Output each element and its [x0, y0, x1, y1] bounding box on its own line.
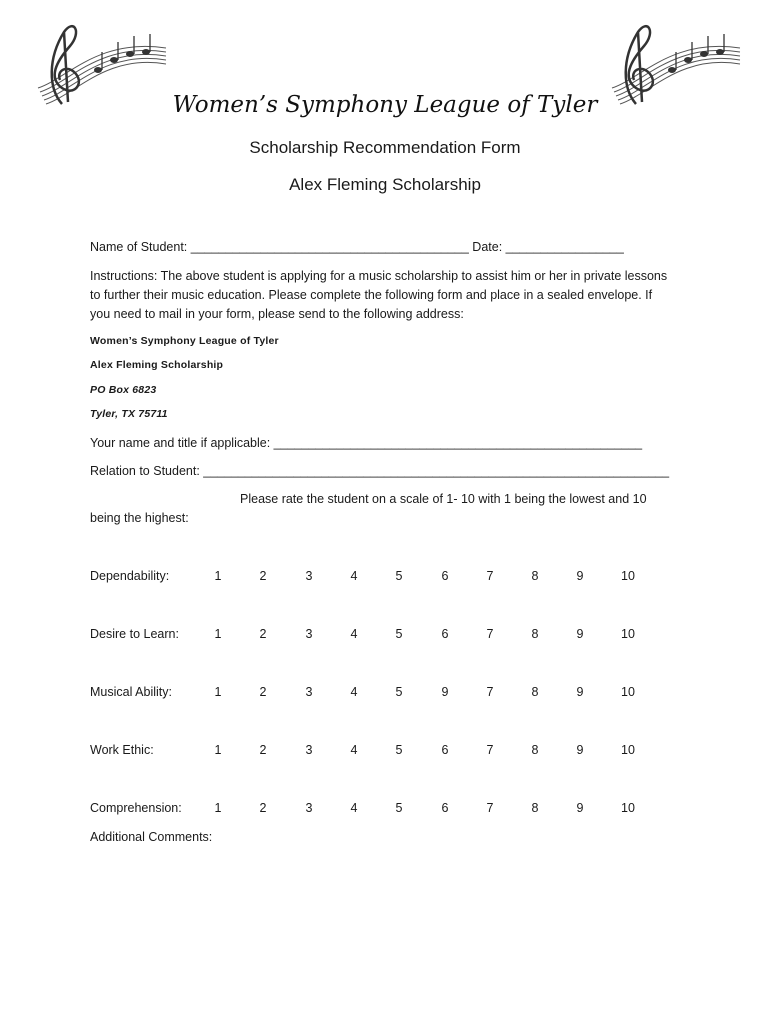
rating-option[interactable]: 2	[259, 743, 267, 757]
rating-option[interactable]: 7	[486, 801, 494, 815]
rating-option[interactable]: 10	[621, 743, 635, 757]
rating-option[interactable]: 3	[305, 627, 313, 641]
rating-option[interactable]: 4	[350, 569, 358, 583]
rating-option[interactable]: 7	[486, 743, 494, 757]
rating-option[interactable]: 9	[441, 685, 449, 699]
rating-option[interactable]: 1	[214, 685, 222, 699]
rating-option[interactable]: 5	[395, 685, 403, 699]
form-subtitle: Scholarship Recommendation Form	[249, 138, 521, 157]
rating-option[interactable]: 4	[350, 743, 358, 757]
address-line-organization: Women’s Symphony League of Tyler	[90, 335, 279, 347]
rating-option[interactable]: 10	[621, 627, 635, 641]
scholarship-name: Alex Fleming Scholarship	[289, 175, 481, 194]
rating-option[interactable]: 8	[531, 801, 539, 815]
rating-option[interactable]: 3	[305, 743, 313, 757]
relation-to-student-field[interactable]: Relation to Student: ___________________________________________________________________	[90, 464, 670, 478]
rating-option[interactable]: 3	[305, 685, 313, 699]
rating-option[interactable]: 7	[486, 685, 494, 699]
rating-row	[90, 801, 690, 821]
rating-option[interactable]: 4	[350, 627, 358, 641]
rating-row-label: Desire to Learn:	[90, 627, 179, 641]
rating-option[interactable]: 6	[441, 801, 449, 815]
rating-option[interactable]: 10	[621, 569, 635, 583]
rating-option[interactable]: 1	[214, 801, 222, 815]
rating-row-label: Work Ethic:	[90, 743, 154, 757]
rating-instructions-continued: being the highest:	[90, 511, 189, 525]
rating-option[interactable]: 8	[531, 743, 539, 757]
rating-option[interactable]: 4	[350, 801, 358, 815]
rating-row	[90, 627, 690, 647]
rating-option[interactable]: 2	[259, 801, 267, 815]
instructions-text: Instructions: The above student is applying for a music scholarship to assist him or her in private lessons to further their music education. Please complete the following form and place in a sealed envelope. If you need to mail in your form, please send to the following address:	[90, 269, 668, 321]
rating-option[interactable]: 9	[576, 627, 584, 641]
rating-option[interactable]: 5	[395, 743, 403, 757]
rating-option[interactable]: 3	[305, 801, 313, 815]
rating-row-label: Musical Ability:	[90, 685, 172, 699]
rating-option[interactable]: 5	[395, 569, 403, 583]
rating-option[interactable]: 2	[259, 685, 267, 699]
rating-option[interactable]: 8	[531, 569, 539, 583]
rating-option[interactable]: 9	[576, 801, 584, 815]
rating-row	[90, 569, 690, 589]
page-title: Women’s Symphony League of Tyler	[172, 92, 598, 118]
rating-instructions: Please rate the student on a scale of 1- 10 with 1 being the lowest and 10	[240, 492, 647, 506]
rating-option[interactable]: 5	[395, 801, 403, 815]
address-line-scholarship: Alex Fleming Scholarship	[90, 359, 224, 371]
additional-comments-label: Additional Comments:	[90, 830, 213, 844]
student-name-date-field[interactable]: Name of Student: ________________________________________ Date: _________________	[90, 240, 624, 254]
rating-option[interactable]: 2	[259, 569, 267, 583]
rating-option[interactable]: 7	[486, 569, 494, 583]
rating-option[interactable]: 4	[350, 685, 358, 699]
rating-row	[90, 685, 690, 705]
rating-option[interactable]: 9	[576, 685, 584, 699]
rating-option[interactable]: 7	[486, 627, 494, 641]
rating-option[interactable]: 6	[441, 569, 449, 583]
rating-option[interactable]: 3	[305, 569, 313, 583]
rating-option[interactable]: 9	[576, 569, 584, 583]
rating-option[interactable]: 2	[259, 627, 267, 641]
address-line-city: Tyler, TX 75711	[90, 408, 168, 420]
rating-row-label: Dependability:	[90, 569, 170, 583]
address-line-po-box: PO Box 6823	[90, 384, 157, 396]
recommender-name-title-field[interactable]: Your name and title if applicable: _____________________________________________________	[90, 436, 643, 450]
rating-option[interactable]: 6	[441, 627, 449, 641]
rating-option[interactable]: 6	[441, 743, 449, 757]
rating-row-label: Comprehension:	[90, 801, 182, 815]
rating-option[interactable]: 5	[395, 627, 403, 641]
rating-option[interactable]: 8	[531, 685, 539, 699]
rating-option[interactable]: 1	[214, 743, 222, 757]
rating-option[interactable]: 1	[214, 569, 222, 583]
rating-option[interactable]: 8	[531, 627, 539, 641]
rating-row	[90, 743, 690, 763]
rating-option[interactable]: 1	[214, 627, 222, 641]
rating-option[interactable]: 10	[621, 801, 635, 815]
rating-option[interactable]: 10	[621, 685, 635, 699]
rating-option[interactable]: 9	[576, 743, 584, 757]
